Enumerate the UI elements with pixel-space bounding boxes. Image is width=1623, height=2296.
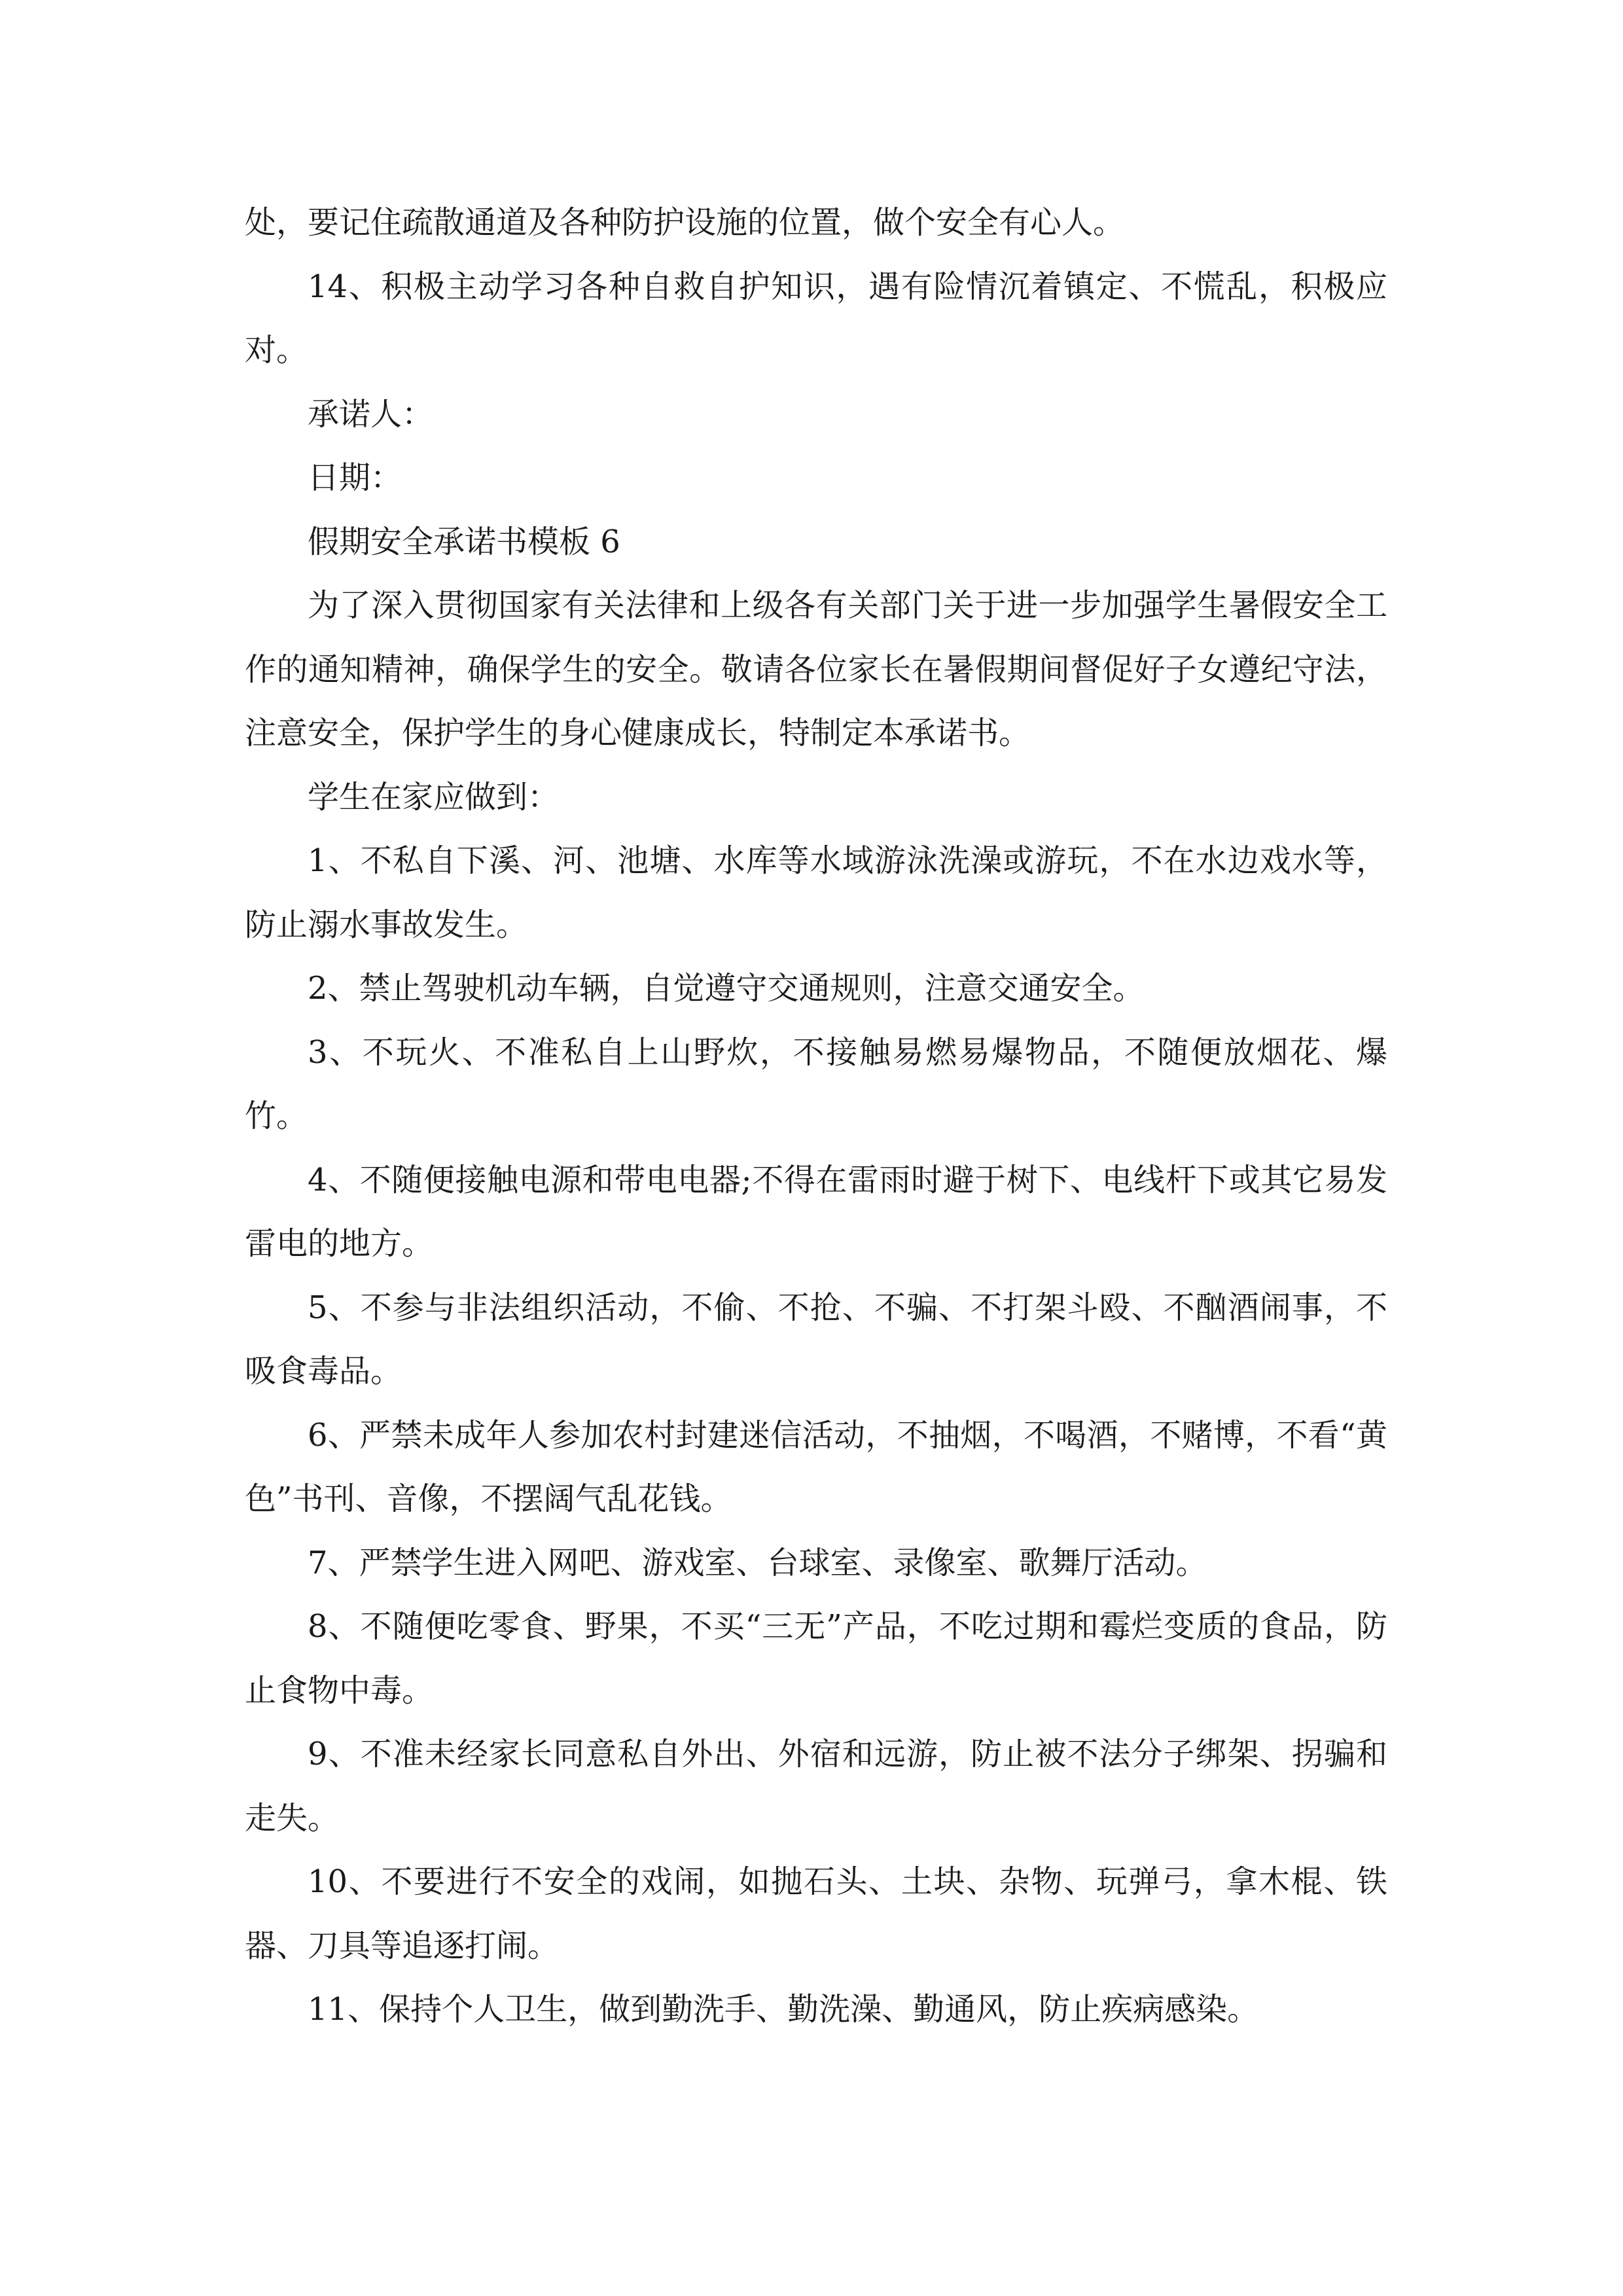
list-item: 1、不私自下溪、河、池塘、水库等水域游泳洗澡或游玩，不在水边戏水等，防止溺水事故发生。	[245, 842, 1387, 943]
document-page	[245, 191, 1387, 2042]
paragraph-item-14: 14、积极主动学习各种自救自护知识，遇有险情沉着镇定、不慌乱，积极应对。	[245, 268, 1387, 368]
date-label: 日期：	[308, 459, 402, 496]
list-item: 7、严禁学生进入网吧、游戏室、台球室、录像室、歌舞厅活动。	[308, 1544, 1207, 1581]
section-title: 假期安全承诺书模板 6	[308, 523, 620, 560]
list-item: 3、不玩火、不准私自上山野炊，不接触易燃易爆物品，不随便放烟花、爆竹。	[245, 1033, 1387, 1134]
promisor-label: 承诺人：	[308, 395, 434, 433]
intro-paragraph: 为了深入贯彻国家有关法律和上级各有关部门关于进一步加强学生暑假安全工作的通知精神，确保学生的安全。敬请各位家长在暑假期间督促好子女遵纪守法，注意安全，保护学生的身心健康成长，特制定本承诺书。	[245, 587, 1387, 751]
list-item: 8、不随便吃零食、野果，不买“三无”产品，不吃过期和霉烂变质的食品，防止食物中毒。	[245, 1608, 1387, 1709]
list-item: 10、不要进行不安全的戏闹，如抛石头、土块、杂物、玩弹弓，拿木棍、铁器、刀具等追逐打闹。	[245, 1863, 1387, 1964]
list-item: 11、保持个人卫生，做到勤洗手、勤洗澡、勤通风，防止疾病感染。	[308, 1991, 1259, 2028]
list-item: 2、禁止驾驶机动车辆，自觉遵守交通规则，注意交通安全。	[308, 970, 1145, 1007]
subheading: 学生在家应做到：	[308, 778, 560, 816]
list-item: 4、不随便接触电源和带电电器;不得在雷雨时避于树下、电线杆下或其它易发雷电的地方。	[245, 1161, 1387, 1262]
list-item: 5、不参与非法组织活动，不偷、不抢、不骗、不打架斗殴、不酗酒闹事，不吸食毒品。	[245, 1289, 1387, 1390]
list-item: 9、不准未经家长同意私自外出、外宿和远游，防止被不法分子绑架、拐骗和走失。	[245, 1736, 1387, 1837]
paragraph-continuation: 处，要记住疏散通道及各种防护设施的位置，做个安全有心人。	[245, 204, 1125, 241]
list-item: 6、严禁未成年人参加农村封建迷信活动，不抽烟，不喝酒，不赌博，不看“黄色”书刊、音像，不摆阔气乱花钱。	[245, 1416, 1387, 1517]
